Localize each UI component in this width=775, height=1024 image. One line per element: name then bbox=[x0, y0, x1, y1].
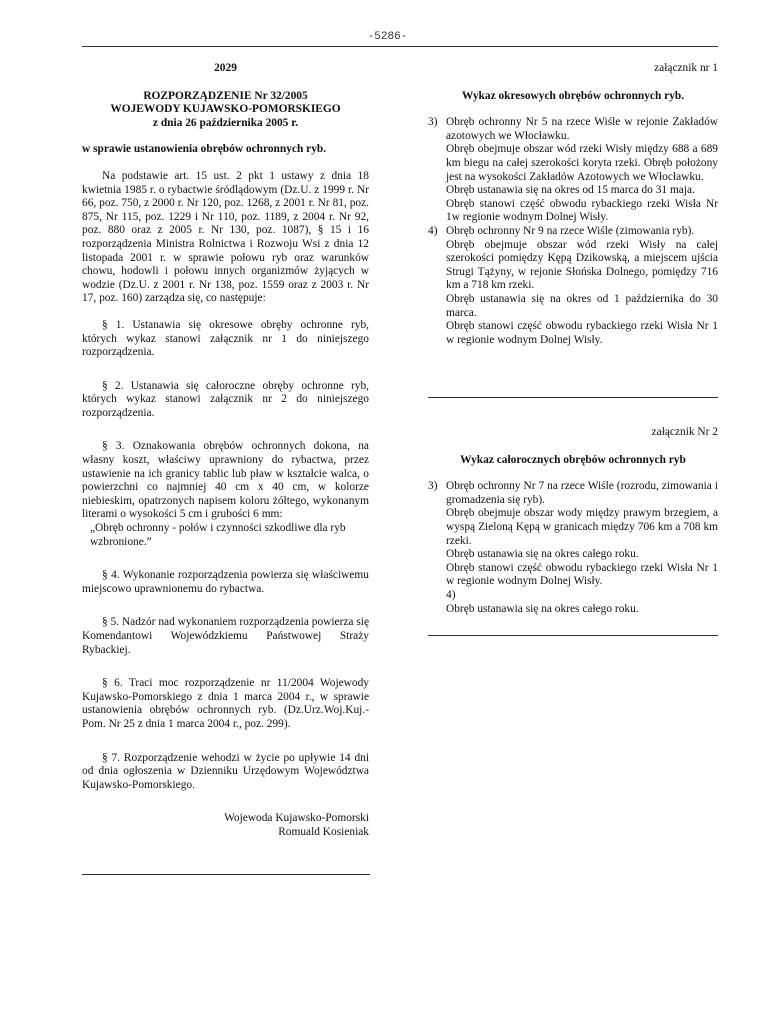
act-subject: w sprawie ustanowienia obrębów ochronnych ryb. bbox=[82, 143, 327, 156]
section-2: § 2. Ustanawia się całoroczne obręby ochronne ryb, których wykaz stanowi załącznik nr 2 do niniejszego rozporządzenia. bbox=[82, 379, 369, 419]
act-number: 2029 bbox=[214, 62, 237, 74]
item-line: Obręb ustanawia się na okres całego roku. bbox=[446, 602, 639, 615]
item-line: Obręb stanowi część obwodu rybackiego rzeki Wisła Nr 1 w regionie wodnym Dolnej Wisły. bbox=[446, 320, 718, 346]
top-rule bbox=[82, 46, 718, 47]
signature bbox=[82, 812, 369, 839]
act-title-line: WOJEWODY KUJAWSKO-POMORSKIEGO bbox=[110, 103, 341, 116]
act-title-line: ROZPORZĄDZENIE Nr 32/2005 bbox=[143, 89, 308, 102]
annex-2-title: Wykaz całorocznych obrębów ochronnych ryb bbox=[460, 453, 686, 466]
annex-1-title: Wykaz okresowych obrębów ochronnych ryb. bbox=[461, 89, 685, 102]
item-line: Obręb ochronny Nr 5 na rzece Wiśle w rejonie Zakładów azotowych we Włocławku. bbox=[446, 116, 718, 142]
item-line: Obręb ustanawia się na okres całego roku. bbox=[446, 548, 639, 561]
item-line: Obręb ochronny Nr 7 na rzece Wiśle (rozrodu, zimowania i gromadzenia się ryb). bbox=[446, 480, 718, 506]
item-line: Obręb obejmuje obszar wód rzeki Wisły na całej szerokości pomiędzy Kępą Dzikowską, a miejscem ujścia Strugi Tążyny, w rejonie Słońska Dolnego, pomiędzy 716 km a 718 km rzeki. bbox=[446, 238, 718, 292]
act-title bbox=[82, 90, 369, 131]
annex-1-item bbox=[428, 225, 718, 347]
item-line: Obręb ochronny Nr 9 na rzece Wiśle (zimowania ryb). bbox=[446, 224, 695, 237]
section-4: § 4. Wykonanie rozporządzenia powierza się właściwemu miejscowo uprawnionemu do rybactwa. bbox=[82, 569, 369, 595]
item-line: Obręb ustanawia się na okres od 1 października do 30 marca. bbox=[446, 292, 718, 319]
section-6: § 6. Traci moc rozporządzenie nr 11/2004 Wojewody Kujawsko-Pomorskiego z dnia 1 marca 2004 r., w sprawie ustanowienia obrębów ochronnych ryb. (Dz.Urz.Woj.Kuj.-Pom. Nr 25 z dnia 1 marca 2004 r., poz. 299). bbox=[82, 677, 369, 730]
section-5: § 5. Nadzór nad wykonaniem rozporządzenia powierza się Komendantowi Wojewódzkiemu Państwowej Straży Rybackiej. bbox=[82, 616, 369, 656]
item-number: 3) bbox=[428, 116, 438, 129]
annex-2-block bbox=[428, 426, 718, 616]
annex-2-item bbox=[428, 589, 718, 616]
item-number: 3) bbox=[428, 480, 438, 493]
left-bottom-rule bbox=[82, 874, 370, 875]
annex-2-item bbox=[428, 480, 718, 589]
act-title-line: z dnia 26 października 2005 r. bbox=[152, 116, 299, 129]
section-3: § 3. Oznakowania obrębów ochronnych dokona, na własny koszt, właściwy uprawniony do rybactwa, przez ustawienie na ich granicy tablic lub pław w kształcie walca, o powierzchni co najmniej 40 cm x 40 cm, w kolorze niebieskim, opatrzonych napisem koloru żółtego, wykonanym literami o wysokości 5 cm i grubości 6 mm: bbox=[82, 440, 369, 521]
item-number-4: 4) bbox=[446, 588, 456, 601]
signature-title: Wojewoda Kujawsko-Pomorski bbox=[224, 812, 369, 825]
right-column bbox=[428, 62, 718, 347]
annex-1-rule bbox=[428, 397, 718, 398]
annex-1-item bbox=[428, 116, 718, 225]
item-line: Obręb stanowi część obwodu rybackiego rzeki Wisła Nr 1 w regionie wodnym Dolnej Wisły. bbox=[446, 561, 718, 588]
left-column bbox=[82, 62, 369, 840]
annex-2-label: załącznik Nr 2 bbox=[651, 426, 718, 438]
item-line: Obręb stanowi część obwodu rybackiego rzeki Wisła Nr 1w regionie wodnym Dolnej Wisły. bbox=[446, 197, 718, 224]
item-number bbox=[428, 589, 446, 616]
page-number: -5286- bbox=[367, 31, 408, 43]
item-line: Obręb obejmuje obszar wody między prawym brzegiem, a wyspą Zieloną Kępą w granicach między 706 km a 708 km rzeki. bbox=[446, 507, 718, 547]
section-1: § 1. Ustanawia się okresowe obręby ochronne ryb, których wykaz stanowi załącznik nr 1 do niniejszego rozporządzenia. bbox=[82, 318, 369, 359]
preamble: Na podstawie art. 15 ust. 2 pkt 1 ustawy z dnia 18 kwietnia 1985 r. o rybactwie śródlądowym (Dz.U. z 1999 r. Nr 66, poz. 750, z 2000 r. Nr 120, poz. 1268, z 2001 r. Nr 81, poz. 875, Nr 115, poz. 1229 i Nr 110, poz. 1189, z 2004 r. Nr 92, poz. 880 oraz z 2005 r. Nr 130, poz. 1087), § 15 i 16 rozporządzenia Ministra Rolnictwa i Rozwoju Wsi z dnia 12 listopada 2001 r. w sprawie połowu ryb oraz warunków chowu, hodowli i połowu innych organizmów żyjących w wodzie (Dz.U. z 2001 r. Nr 138, poz. 1559 oraz z 2003 r. Nr 17, poz. 160) zarządza się, co następuje: bbox=[82, 169, 369, 305]
section-7: § 7. Rozporządzenie wehodzi w życie po upływie 14 dni od dnia ogłoszenia w Dzienniku Urzędowym Województwa Kujawsko-Pomorskiego. bbox=[82, 751, 369, 791]
sign-text-quote: „Obręb ochronny - połów i czynności szkodliwe dla ryb wzbronione.” bbox=[90, 522, 346, 548]
item-line: Obręb ustanawia się na okres od 15 marca do 31 maja. bbox=[446, 184, 695, 197]
signature-name: Romuald Kosieniak bbox=[278, 825, 369, 838]
annex-1-label: załącznik nr 1 bbox=[654, 62, 718, 74]
annex-2-rule bbox=[428, 635, 718, 636]
item-line: Obręb obejmuje obszar wód rzeki Wisły między 688 a 689 km biegu na całej szerokości koryta rzeki. Obręb położony jest na wysokości Zakładów Azotowych we Włocławku. bbox=[446, 143, 718, 183]
item-number: 4) bbox=[428, 224, 438, 237]
